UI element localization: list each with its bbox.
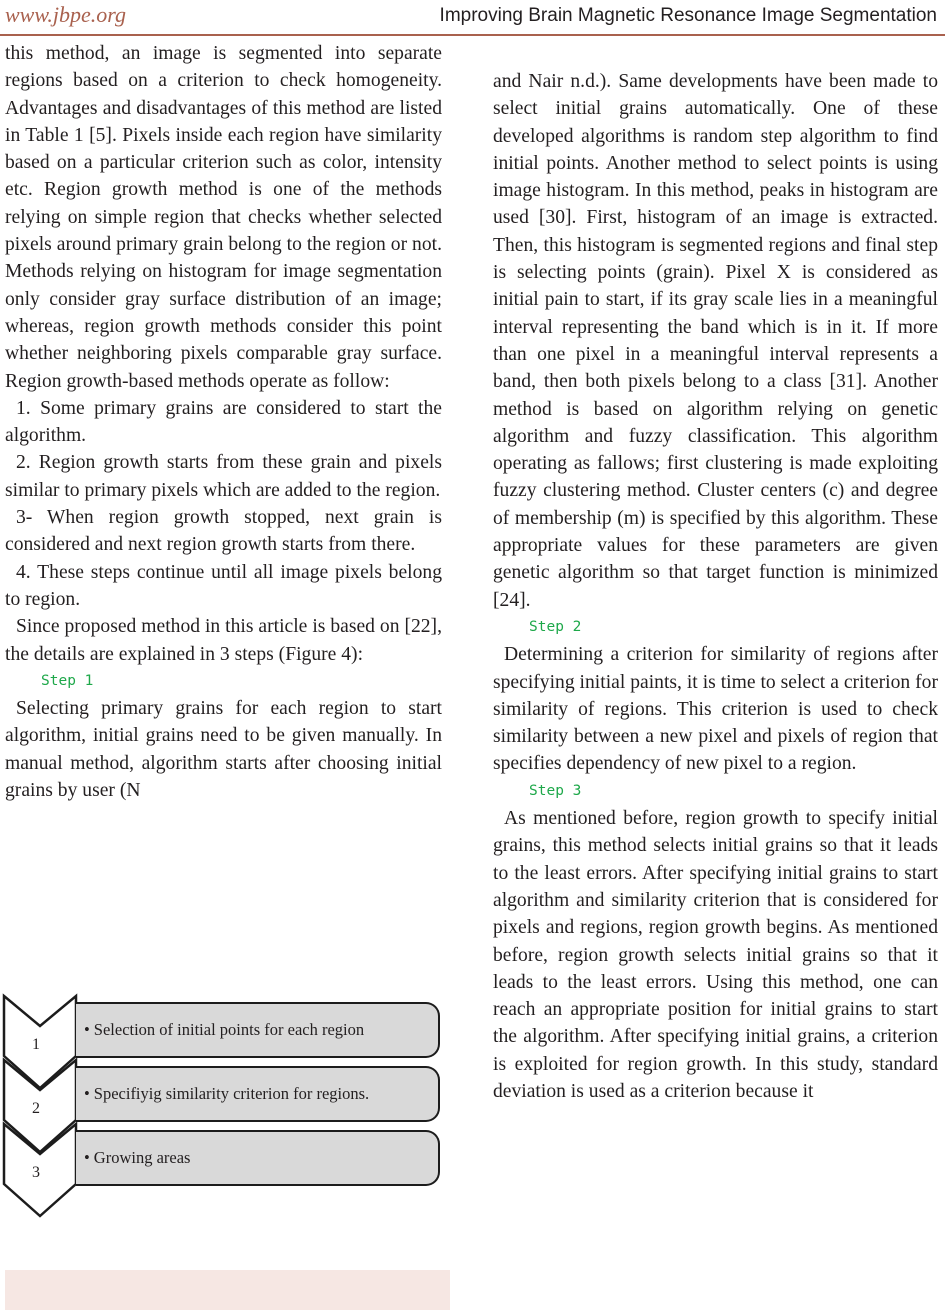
bullet-icon: • xyxy=(84,1084,90,1103)
step-1-label: Step 1 xyxy=(41,672,94,689)
paragraph: Since proposed method in this article is based on [22], the details are explained in 3 steps (Figure 4): xyxy=(5,616,442,665)
figure-4-process-diagram xyxy=(0,992,450,1272)
list-item: 1. Some primary grains are considered to start the algorithm. xyxy=(5,397,442,447)
chevron-shape xyxy=(0,1120,80,1230)
step-box-1 xyxy=(76,1002,440,1058)
list-item: 2. Region growth starts from these grain and pixels similar to primary pixels which are added to the region. xyxy=(5,452,442,501)
bullet-icon: • xyxy=(84,1148,90,1167)
paragraph: this method, an image is segmented into separate regions based on a criterion to check homogeneity. Advantages and disadvantages of this method are listed in Table 1 [5]. Pixels inside each region have similarity based on a particular criterion such as color, intensity etc. Region growth method is one of the methods relying on simple region that checks whether selected pixels around primary grain belong to the region or not. Methods relying on histogram for image segmentation only consider gray surface distribution of an image; whereas, region growth methods consider this point whether neighboring pixels comparable gray surface. Region growth-based methods operate as follow: xyxy=(5,43,442,392)
step-box-3 xyxy=(76,1130,440,1186)
paragraph: As mentioned before, region growth to specify initial grains, this method selects initial grains so that it leads to the least errors. After specifying initial grains to start algorithm and similarity criterion that is considered for pixels and regions, region growth begins. As mentioned before, region growth selects initial grains so that it leads to the least errors. Using this method, one can reach an appropriate position for initial grains to start the algorithm. After specifying initial grains, a criterion is exploited for region growth. In this study, standard deviation is used as a criterion because it xyxy=(493,808,938,1102)
chevron-step-3 xyxy=(0,1120,80,1230)
figure-caption-box xyxy=(5,1270,450,1310)
paragraph: and Nair n.d.). Same developments have been made to select initial grains automatically. One of these developed algorithms is random step algorithm to find initial points. Another method to select points is using image histogram. In this method, peaks in histogram are used [30]. First, histogram of an image is extracted. Then, this histogram is segmented regions and final step is selecting points (grain). Pixel X is considered as initial pain to start, if its gray scale lies in a meaningful interval representing the band which is in it. If more than one pixel in a meaningful interval represents a band, then both pixels belong to a class [31]. Another method is based on algorithm relying on genetic algorithm and fuzzy classification. This algorithm operating as fallows; first clustering is made exploiting fuzzy clustering method. Cluster centers (c) and degree of membership (m) is specified by this algorithm. These appropriate values for these parameters are given genetic algorithm so that target function is minimized [24]. xyxy=(493,71,938,611)
paragraph: Selecting primary grains for each region to start algorithm, initial grains need to be given manually. In manual method, algorithm starts after choosing initial grains by user (N xyxy=(5,698,442,802)
journal-site: www.jbpe.org xyxy=(5,2,127,27)
list-item: 3- When region growth stopped, next grain is considered and next region growth starts from there. xyxy=(5,507,442,556)
paragraph: Determining a criterion for similarity of regions after specifying initial paints, it is time to select a criterion for similarity of regions. This criterion is used to check similarity between a new pixel and pixels of region that specifies dependency of new pixel to a region. xyxy=(493,644,938,775)
step-2-label: Step 2 xyxy=(529,618,582,635)
step-3-label: Step 3 xyxy=(529,782,582,799)
step-number: 2 xyxy=(32,1100,40,1117)
running-title: Improving Brain Magnetic Resonance Image Segmentation xyxy=(439,5,937,26)
page-header xyxy=(0,0,945,36)
step-text: Selection of initial points for each region xyxy=(93,1020,365,1039)
step-box-2 xyxy=(76,1066,440,1122)
step-number: 1 xyxy=(32,1036,40,1053)
step-number: 3 xyxy=(32,1164,40,1181)
step-text: Growing areas xyxy=(93,1148,191,1167)
step-text: Specifiyig similarity criterion for regions. xyxy=(93,1084,370,1103)
header-rule xyxy=(0,34,945,36)
list-item: 4. These steps continue until all image pixels belong to region. xyxy=(5,561,442,610)
left-column xyxy=(5,40,442,804)
right-column xyxy=(493,68,938,1105)
bullet-icon: • xyxy=(84,1020,90,1039)
